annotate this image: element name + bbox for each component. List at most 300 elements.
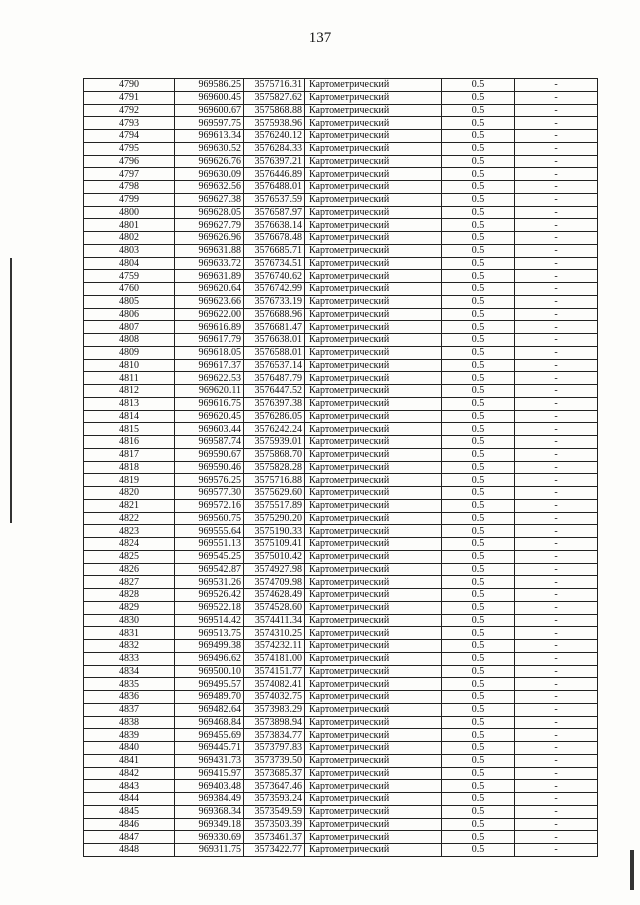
cell-y-coordinate: 3575190.33	[244, 525, 305, 538]
cell-x-coordinate: 969630.52	[175, 142, 244, 155]
cell-note: -	[515, 550, 598, 563]
table-row	[84, 716, 598, 729]
cell-point-number: 4825	[84, 550, 175, 563]
cell-method: Картометрический	[305, 257, 442, 270]
cell-y-coordinate: 3576240.12	[244, 130, 305, 143]
cell-note: -	[515, 601, 598, 614]
cell-point-number: 4811	[84, 372, 175, 385]
cell-y-coordinate: 3574310.25	[244, 627, 305, 640]
cell-point-number: 4812	[84, 385, 175, 398]
table-row	[84, 410, 598, 423]
cell-x-coordinate: 969628.05	[175, 206, 244, 219]
cell-x-coordinate: 969384.49	[175, 793, 244, 806]
cell-x-coordinate: 969560.75	[175, 512, 244, 525]
cell-note: -	[515, 91, 598, 104]
cell-accuracy: 0.5	[442, 767, 515, 780]
cell-method: Картометрический	[305, 576, 442, 589]
cell-method: Картометрический	[305, 295, 442, 308]
cell-x-coordinate: 969403.48	[175, 780, 244, 793]
cell-y-coordinate: 3575517.89	[244, 499, 305, 512]
cell-point-number: 4791	[84, 91, 175, 104]
cell-point-number: 4843	[84, 780, 175, 793]
cell-note: -	[515, 742, 598, 755]
cell-accuracy: 0.5	[442, 487, 515, 500]
cell-point-number: 4827	[84, 576, 175, 589]
cell-accuracy: 0.5	[442, 346, 515, 359]
cell-note: -	[515, 614, 598, 627]
cell-x-coordinate: 969455.69	[175, 729, 244, 742]
cell-note: -	[515, 589, 598, 602]
cell-y-coordinate: 3574528.60	[244, 601, 305, 614]
cell-note: -	[515, 627, 598, 640]
cell-accuracy: 0.5	[442, 627, 515, 640]
cell-accuracy: 0.5	[442, 181, 515, 194]
cell-x-coordinate: 969586.25	[175, 79, 244, 92]
table-row	[84, 232, 598, 245]
cell-y-coordinate: 3575828.28	[244, 461, 305, 474]
cell-point-number: 4834	[84, 665, 175, 678]
cell-y-coordinate: 3573685.37	[244, 767, 305, 780]
cell-method: Картометрический	[305, 130, 442, 143]
cell-method: Картометрический	[305, 538, 442, 551]
cell-y-coordinate: 3574232.11	[244, 640, 305, 653]
cell-note: -	[515, 79, 598, 92]
cell-note: -	[515, 525, 598, 538]
cell-note: -	[515, 474, 598, 487]
table-row	[84, 678, 598, 691]
table-row	[84, 474, 598, 487]
cell-point-number: 4846	[84, 818, 175, 831]
cell-note: -	[515, 104, 598, 117]
table-row	[84, 397, 598, 410]
cell-y-coordinate: 3575868.70	[244, 448, 305, 461]
cell-x-coordinate: 969330.69	[175, 831, 244, 844]
cell-method: Картометрический	[305, 461, 442, 474]
cell-y-coordinate: 3574709.98	[244, 576, 305, 589]
cell-point-number: 4822	[84, 512, 175, 525]
cell-y-coordinate: 3574151.77	[244, 665, 305, 678]
cell-method: Картометрический	[305, 283, 442, 296]
cell-accuracy: 0.5	[442, 423, 515, 436]
cell-accuracy: 0.5	[442, 232, 515, 245]
table-row	[84, 461, 598, 474]
scan-margin-mark-right	[630, 850, 634, 890]
cell-method: Картометрический	[305, 206, 442, 219]
cell-method: Картометрический	[305, 793, 442, 806]
cell-y-coordinate: 3574927.98	[244, 563, 305, 576]
cell-method: Картометрический	[305, 168, 442, 181]
cell-point-number: 4842	[84, 767, 175, 780]
table-row	[84, 436, 598, 449]
cell-method: Картометрический	[305, 436, 442, 449]
cell-accuracy: 0.5	[442, 244, 515, 257]
table-row	[84, 448, 598, 461]
cell-point-number: 4821	[84, 499, 175, 512]
table-row	[84, 423, 598, 436]
table-row	[84, 550, 598, 563]
cell-accuracy: 0.5	[442, 742, 515, 755]
table-row	[84, 130, 598, 143]
cell-note: -	[515, 448, 598, 461]
cell-point-number: 4797	[84, 168, 175, 181]
cell-method: Картометрический	[305, 270, 442, 283]
cell-point-number: 4799	[84, 193, 175, 206]
cell-method: Картометрический	[305, 589, 442, 602]
cell-x-coordinate: 969522.18	[175, 601, 244, 614]
cell-x-coordinate: 969576.25	[175, 474, 244, 487]
table-row	[84, 601, 598, 614]
cell-method: Картометрический	[305, 474, 442, 487]
table-row	[84, 372, 598, 385]
cell-note: -	[515, 652, 598, 665]
cell-y-coordinate: 3576447.52	[244, 385, 305, 398]
cell-note: -	[515, 461, 598, 474]
cell-note: -	[515, 780, 598, 793]
table-row	[84, 385, 598, 398]
cell-x-coordinate: 969597.75	[175, 117, 244, 130]
cell-x-coordinate: 969626.96	[175, 232, 244, 245]
cell-point-number: 4793	[84, 117, 175, 130]
table-row	[84, 742, 598, 755]
cell-point-number: 4848	[84, 844, 175, 857]
table-row	[84, 181, 598, 194]
cell-x-coordinate: 969622.00	[175, 308, 244, 321]
cell-x-coordinate: 969542.87	[175, 563, 244, 576]
cell-y-coordinate: 3575010.42	[244, 550, 305, 563]
table-row	[84, 589, 598, 602]
cell-method: Картометрический	[305, 193, 442, 206]
table-row	[84, 359, 598, 372]
cell-x-coordinate: 969630.09	[175, 168, 244, 181]
cell-note: -	[515, 436, 598, 449]
cell-point-number: 4830	[84, 614, 175, 627]
table-row	[84, 168, 598, 181]
cell-accuracy: 0.5	[442, 576, 515, 589]
cell-point-number: 4837	[84, 703, 175, 716]
cell-point-number: 4832	[84, 640, 175, 653]
cell-method: Картометрический	[305, 627, 442, 640]
cell-method: Картометрический	[305, 754, 442, 767]
cell-note: -	[515, 691, 598, 704]
cell-method: Картометрический	[305, 665, 442, 678]
cell-accuracy: 0.5	[442, 818, 515, 831]
cell-method: Картометрический	[305, 691, 442, 704]
cell-method: Картометрический	[305, 678, 442, 691]
cell-note: -	[515, 831, 598, 844]
cell-accuracy: 0.5	[442, 691, 515, 704]
cell-x-coordinate: 969349.18	[175, 818, 244, 831]
cell-note: -	[515, 385, 598, 398]
cell-accuracy: 0.5	[442, 206, 515, 219]
cell-point-number: 4847	[84, 831, 175, 844]
table-row	[84, 104, 598, 117]
cell-x-coordinate: 969627.79	[175, 219, 244, 232]
cell-method: Картометрический	[305, 652, 442, 665]
cell-y-coordinate: 3575716.31	[244, 79, 305, 92]
table-row	[84, 576, 598, 589]
cell-point-number: 4833	[84, 652, 175, 665]
cell-x-coordinate: 969555.64	[175, 525, 244, 538]
cell-point-number: 4817	[84, 448, 175, 461]
cell-accuracy: 0.5	[442, 321, 515, 334]
table-row	[84, 334, 598, 347]
cell-y-coordinate: 3575938.96	[244, 117, 305, 130]
cell-y-coordinate: 3576688.96	[244, 308, 305, 321]
cell-accuracy: 0.5	[442, 283, 515, 296]
cell-method: Картометрический	[305, 767, 442, 780]
cell-x-coordinate: 969526.42	[175, 589, 244, 602]
cell-note: -	[515, 767, 598, 780]
cell-y-coordinate: 3573461.37	[244, 831, 305, 844]
cell-accuracy: 0.5	[442, 793, 515, 806]
cell-note: -	[515, 563, 598, 576]
cell-x-coordinate: 969445.71	[175, 742, 244, 755]
coordinates-table-body	[84, 79, 598, 857]
table-row	[84, 91, 598, 104]
cell-method: Картометрический	[305, 334, 442, 347]
cell-method: Картометрический	[305, 640, 442, 653]
cell-point-number: 4809	[84, 346, 175, 359]
cell-method: Картометрический	[305, 512, 442, 525]
cell-accuracy: 0.5	[442, 499, 515, 512]
cell-y-coordinate: 3576397.21	[244, 155, 305, 168]
table-row	[84, 780, 598, 793]
cell-x-coordinate: 969489.70	[175, 691, 244, 704]
cell-note: -	[515, 372, 598, 385]
cell-accuracy: 0.5	[442, 805, 515, 818]
cell-accuracy: 0.5	[442, 589, 515, 602]
cell-x-coordinate: 969545.25	[175, 550, 244, 563]
table-row	[84, 844, 598, 857]
cell-y-coordinate: 3576537.59	[244, 193, 305, 206]
cell-x-coordinate: 969431.73	[175, 754, 244, 767]
cell-note: -	[515, 512, 598, 525]
cell-y-coordinate: 3573898.94	[244, 716, 305, 729]
cell-x-coordinate: 969577.30	[175, 487, 244, 500]
cell-x-coordinate: 969587.74	[175, 436, 244, 449]
cell-point-number: 4810	[84, 359, 175, 372]
table-row	[84, 818, 598, 831]
cell-accuracy: 0.5	[442, 397, 515, 410]
cell-note: -	[515, 168, 598, 181]
cell-point-number: 4814	[84, 410, 175, 423]
cell-method: Картометрический	[305, 818, 442, 831]
cell-note: -	[515, 130, 598, 143]
cell-point-number: 4819	[84, 474, 175, 487]
cell-x-coordinate: 969623.66	[175, 295, 244, 308]
table-row	[84, 346, 598, 359]
table-row	[84, 627, 598, 640]
cell-y-coordinate: 3576638.14	[244, 219, 305, 232]
cell-y-coordinate: 3575629.60	[244, 487, 305, 500]
cell-y-coordinate: 3576587.97	[244, 206, 305, 219]
cell-x-coordinate: 969603.44	[175, 423, 244, 436]
cell-point-number: 4845	[84, 805, 175, 818]
cell-accuracy: 0.5	[442, 436, 515, 449]
cell-x-coordinate: 969572.16	[175, 499, 244, 512]
cell-method: Картометрический	[305, 142, 442, 155]
cell-accuracy: 0.5	[442, 729, 515, 742]
cell-x-coordinate: 969482.64	[175, 703, 244, 716]
cell-point-number: 4760	[84, 283, 175, 296]
cell-accuracy: 0.5	[442, 550, 515, 563]
cell-x-coordinate: 969590.46	[175, 461, 244, 474]
cell-x-coordinate: 969600.45	[175, 91, 244, 104]
cell-x-coordinate: 969368.34	[175, 805, 244, 818]
cell-point-number: 4813	[84, 397, 175, 410]
cell-method: Картометрический	[305, 729, 442, 742]
cell-x-coordinate: 969590.67	[175, 448, 244, 461]
cell-y-coordinate: 3576733.19	[244, 295, 305, 308]
table-row	[84, 283, 598, 296]
cell-y-coordinate: 3576284.33	[244, 142, 305, 155]
cell-accuracy: 0.5	[442, 257, 515, 270]
cell-note: -	[515, 410, 598, 423]
table-row	[84, 487, 598, 500]
cell-method: Картометрический	[305, 487, 442, 500]
cell-accuracy: 0.5	[442, 448, 515, 461]
table-row	[84, 193, 598, 206]
cell-accuracy: 0.5	[442, 844, 515, 857]
cell-accuracy: 0.5	[442, 79, 515, 92]
cell-y-coordinate: 3576681.47	[244, 321, 305, 334]
cell-y-coordinate: 3573422.77	[244, 844, 305, 857]
cell-note: -	[515, 818, 598, 831]
cell-accuracy: 0.5	[442, 168, 515, 181]
cell-point-number: 4844	[84, 793, 175, 806]
cell-point-number: 4839	[84, 729, 175, 742]
cell-y-coordinate: 3573983.29	[244, 703, 305, 716]
cell-x-coordinate: 969616.89	[175, 321, 244, 334]
table-row	[84, 270, 598, 283]
cell-point-number: 4835	[84, 678, 175, 691]
cell-point-number: 4798	[84, 181, 175, 194]
cell-x-coordinate: 969616.75	[175, 397, 244, 410]
cell-method: Картометрический	[305, 563, 442, 576]
cell-y-coordinate: 3575109.41	[244, 538, 305, 551]
cell-method: Картометрический	[305, 385, 442, 398]
cell-x-coordinate: 969620.64	[175, 283, 244, 296]
cell-note: -	[515, 193, 598, 206]
cell-method: Картометрический	[305, 601, 442, 614]
cell-note: -	[515, 346, 598, 359]
cell-x-coordinate: 969631.88	[175, 244, 244, 257]
cell-accuracy: 0.5	[442, 652, 515, 665]
cell-note: -	[515, 244, 598, 257]
table-row	[84, 512, 598, 525]
cell-note: -	[515, 397, 598, 410]
cell-note: -	[515, 678, 598, 691]
cell-y-coordinate: 3573647.46	[244, 780, 305, 793]
cell-x-coordinate: 969632.56	[175, 181, 244, 194]
cell-x-coordinate: 969618.05	[175, 346, 244, 359]
cell-y-coordinate: 3574628.49	[244, 589, 305, 602]
cell-note: -	[515, 487, 598, 500]
cell-point-number: 4759	[84, 270, 175, 283]
cell-method: Картометрический	[305, 831, 442, 844]
cell-x-coordinate: 969513.75	[175, 627, 244, 640]
cell-method: Картометрический	[305, 181, 442, 194]
table-row	[84, 665, 598, 678]
cell-note: -	[515, 576, 598, 589]
table-row	[84, 79, 598, 92]
table-row	[84, 538, 598, 551]
cell-accuracy: 0.5	[442, 678, 515, 691]
cell-point-number: 4824	[84, 538, 175, 551]
table-row	[84, 206, 598, 219]
cell-x-coordinate: 969627.38	[175, 193, 244, 206]
cell-accuracy: 0.5	[442, 525, 515, 538]
cell-x-coordinate: 969531.26	[175, 576, 244, 589]
cell-note: -	[515, 805, 598, 818]
cell-y-coordinate: 3573503.39	[244, 818, 305, 831]
cell-y-coordinate: 3573593.24	[244, 793, 305, 806]
cell-accuracy: 0.5	[442, 703, 515, 716]
cell-accuracy: 0.5	[442, 91, 515, 104]
cell-accuracy: 0.5	[442, 474, 515, 487]
cell-accuracy: 0.5	[442, 601, 515, 614]
cell-method: Картометрический	[305, 117, 442, 130]
cell-point-number: 4823	[84, 525, 175, 538]
scan-margin-mark-left	[10, 258, 12, 523]
cell-point-number: 4828	[84, 589, 175, 602]
cell-note: -	[515, 219, 598, 232]
cell-y-coordinate: 3575939.01	[244, 436, 305, 449]
cell-accuracy: 0.5	[442, 117, 515, 130]
cell-note: -	[515, 640, 598, 653]
cell-accuracy: 0.5	[442, 461, 515, 474]
cell-x-coordinate: 969617.37	[175, 359, 244, 372]
cell-accuracy: 0.5	[442, 334, 515, 347]
table-row	[84, 321, 598, 334]
cell-y-coordinate: 3575290.20	[244, 512, 305, 525]
cell-point-number: 4794	[84, 130, 175, 143]
cell-method: Картометрический	[305, 448, 442, 461]
cell-note: -	[515, 117, 598, 130]
cell-method: Картометрический	[305, 346, 442, 359]
cell-x-coordinate: 969415.97	[175, 767, 244, 780]
cell-method: Картометрический	[305, 79, 442, 92]
cell-note: -	[515, 665, 598, 678]
cell-note: -	[515, 716, 598, 729]
cell-note: -	[515, 499, 598, 512]
cell-y-coordinate: 3573739.50	[244, 754, 305, 767]
cell-accuracy: 0.5	[442, 104, 515, 117]
cell-point-number: 4795	[84, 142, 175, 155]
cell-x-coordinate: 969500.10	[175, 665, 244, 678]
cell-note: -	[515, 155, 598, 168]
cell-point-number: 4804	[84, 257, 175, 270]
table-row	[84, 652, 598, 665]
cell-accuracy: 0.5	[442, 372, 515, 385]
table-row	[84, 614, 598, 627]
cell-accuracy: 0.5	[442, 308, 515, 321]
cell-x-coordinate: 969468.84	[175, 716, 244, 729]
cell-point-number: 4829	[84, 601, 175, 614]
cell-point-number: 4820	[84, 487, 175, 500]
cell-y-coordinate: 3576242.24	[244, 423, 305, 436]
cell-note: -	[515, 423, 598, 436]
table-row	[84, 219, 598, 232]
cell-y-coordinate: 3576397.38	[244, 397, 305, 410]
cell-method: Картометрический	[305, 805, 442, 818]
cell-y-coordinate: 3576488.01	[244, 181, 305, 194]
cell-y-coordinate: 3576537.14	[244, 359, 305, 372]
cell-note: -	[515, 793, 598, 806]
table-row	[84, 117, 598, 130]
cell-y-coordinate: 3573549.59	[244, 805, 305, 818]
cell-y-coordinate: 3573834.77	[244, 729, 305, 742]
